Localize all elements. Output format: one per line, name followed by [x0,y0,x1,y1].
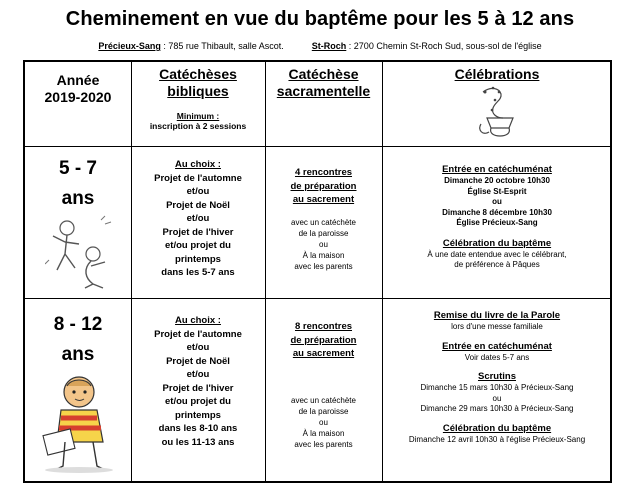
row1-bib-line: Projet de l'hiver [162,226,234,238]
header-bibliques [131,66,265,131]
row2-bib-line: et/ou [186,369,210,380]
row1-sacr-head: au sacrement [292,194,355,205]
row2-sacr-line: avec les parents [294,439,353,449]
row1-sacr-line: avec les parents [294,261,353,271]
parish1-name: Précieux-Sang [98,41,161,51]
row1-sacramentelle [265,166,382,272]
row2-cel-title: Remise du livre de la Parole [433,310,561,321]
minimum-label: Minimum : [176,111,220,121]
row2-cel-line: Voir dates 5-7 ans [464,352,530,362]
row2-cel-title: Célébration du baptême [442,422,552,434]
row1-bib-line: Projet de Noël [166,199,230,211]
row1-bib-choice: Au choix : [175,159,221,170]
row1-celebrations [382,164,612,271]
page-title: Cheminement en vue du baptême pour les 5 à 12 ans [65,8,575,30]
row1-sacr-line: avec un catéchète [291,217,356,227]
header-sacramentelle [265,66,382,100]
row1-sacr-line: ou [319,239,328,249]
row1-age-range: 5 - 7 [58,158,98,179]
row1-cel-line: Dimanche 20 octobre 10h30 [444,176,550,185]
row1-cel-title: Célébration du baptême [442,237,552,249]
row1-bib-line: et/ou [186,186,210,197]
row2-cel-line: Dimanche 29 mars 10h30 à Précieux-Sang [420,404,574,413]
row2-celebrations [382,310,612,445]
col-bibliques-line1: Catéchèses [159,66,237,82]
row2-cel-line: lors d'une messe familiale [451,322,543,331]
row2-bib-line: ou les 11-13 ans [161,436,235,448]
row1-bibliques [131,158,265,280]
row2-sacr-head: de préparation [290,334,357,346]
row2-cel-line: ou [492,393,502,403]
row2-bib-line: Projet de l'hiver [162,382,234,394]
row1-cel-line: À une date entendue avec le célébrant, [427,249,567,259]
col-sacr-line2: sacramentelle [276,83,371,99]
row2-sacr-line: ou [319,417,328,427]
address-line [0,41,640,51]
header-year [25,72,131,106]
minimum-text: inscription à 2 sessions [149,121,247,131]
boy-with-book-illustration [39,370,121,478]
row2-sacr-line: À la maison [302,428,345,438]
row1-cel-line: ou [492,197,502,206]
row1-cel-line: de préférence à Pâques [454,260,540,269]
row1-cel-title: Entrée en catéchuménat [442,164,552,175]
row2-bib-line: et/ou [186,342,210,353]
baptism-shell-illustration [473,84,523,140]
row2-bib-line: dans les 8-10 ans [158,423,238,434]
row1-bib-line: Projet de l'automne [154,172,242,184]
row2-bib-choice: Au choix : [175,315,221,326]
row2-cel-line: Dimanche 12 avril 10h30 à l'église Précieux-Sang [408,434,586,444]
row2-cel-title: Entrée en catéchuménat [442,340,552,352]
parish1-address: : 785 rue Thibault, salle Ascot. [160,41,284,51]
row2-age-unit: ans [61,344,95,365]
row1-sacr-head: 4 rencontres [294,167,353,178]
row2-sacr-head: 8 rencontres [294,321,353,332]
row1-sacr-line: de la paroisse [298,228,349,238]
row2-cel-title: Scrutins [477,371,516,382]
row1-sacr-head: de préparation [290,180,357,192]
row2-sacr-line: avec un catéchète [291,395,356,405]
row2-bib-line: Projet de l'automne [154,328,242,340]
row1-bib-line: et/ou [186,213,210,224]
row2-bib-line: printemps [175,409,221,421]
parish2-address: : 2700 Chemin St-Roch Sud, sous-sol de l'église [346,41,542,51]
schedule-table [23,60,612,483]
row2-age [25,310,131,370]
row1-sacr-line: À la maison [302,250,345,260]
row1-cel-line: Dimanche 8 décembre 10h30 [442,207,552,217]
row2-sacr-line: de la paroisse [298,406,349,416]
row2-bib-line: et/ou projet du [165,396,231,407]
year-label: Année [56,72,100,88]
col-celebrations: Célébrations [454,66,540,82]
row1-age-unit: ans [61,188,95,209]
row1-cel-line: Église Précieux-Sang [456,218,538,227]
row1-cel-line: Église St-Esprit [467,186,527,196]
parish2-name: St-Roch [311,41,347,51]
row2-age-range: 8 - 12 [53,314,103,335]
col-bibliques-line2: bibliques [167,83,229,99]
row2-sacr-head: au sacrement [292,348,355,359]
header-celebrations [382,66,612,83]
row1-bib-line: printemps [175,253,221,265]
row2-sacramentelle [265,320,382,450]
year-value: 2019-2020 [44,89,112,105]
row2-bib-line: Projet de Noël [166,355,230,367]
col-sacr-line1: Catéchèse [288,66,359,82]
row1-bib-line: dans les 5-7 ans [161,267,235,278]
row1-bib-line: et/ou projet du [165,240,231,251]
children-playing-illustration [45,214,115,290]
row2-bibliques [131,314,265,449]
row1-age [25,154,131,214]
row2-cel-line: Dimanche 15 mars 10h30 à Précieux-Sang [420,383,574,392]
